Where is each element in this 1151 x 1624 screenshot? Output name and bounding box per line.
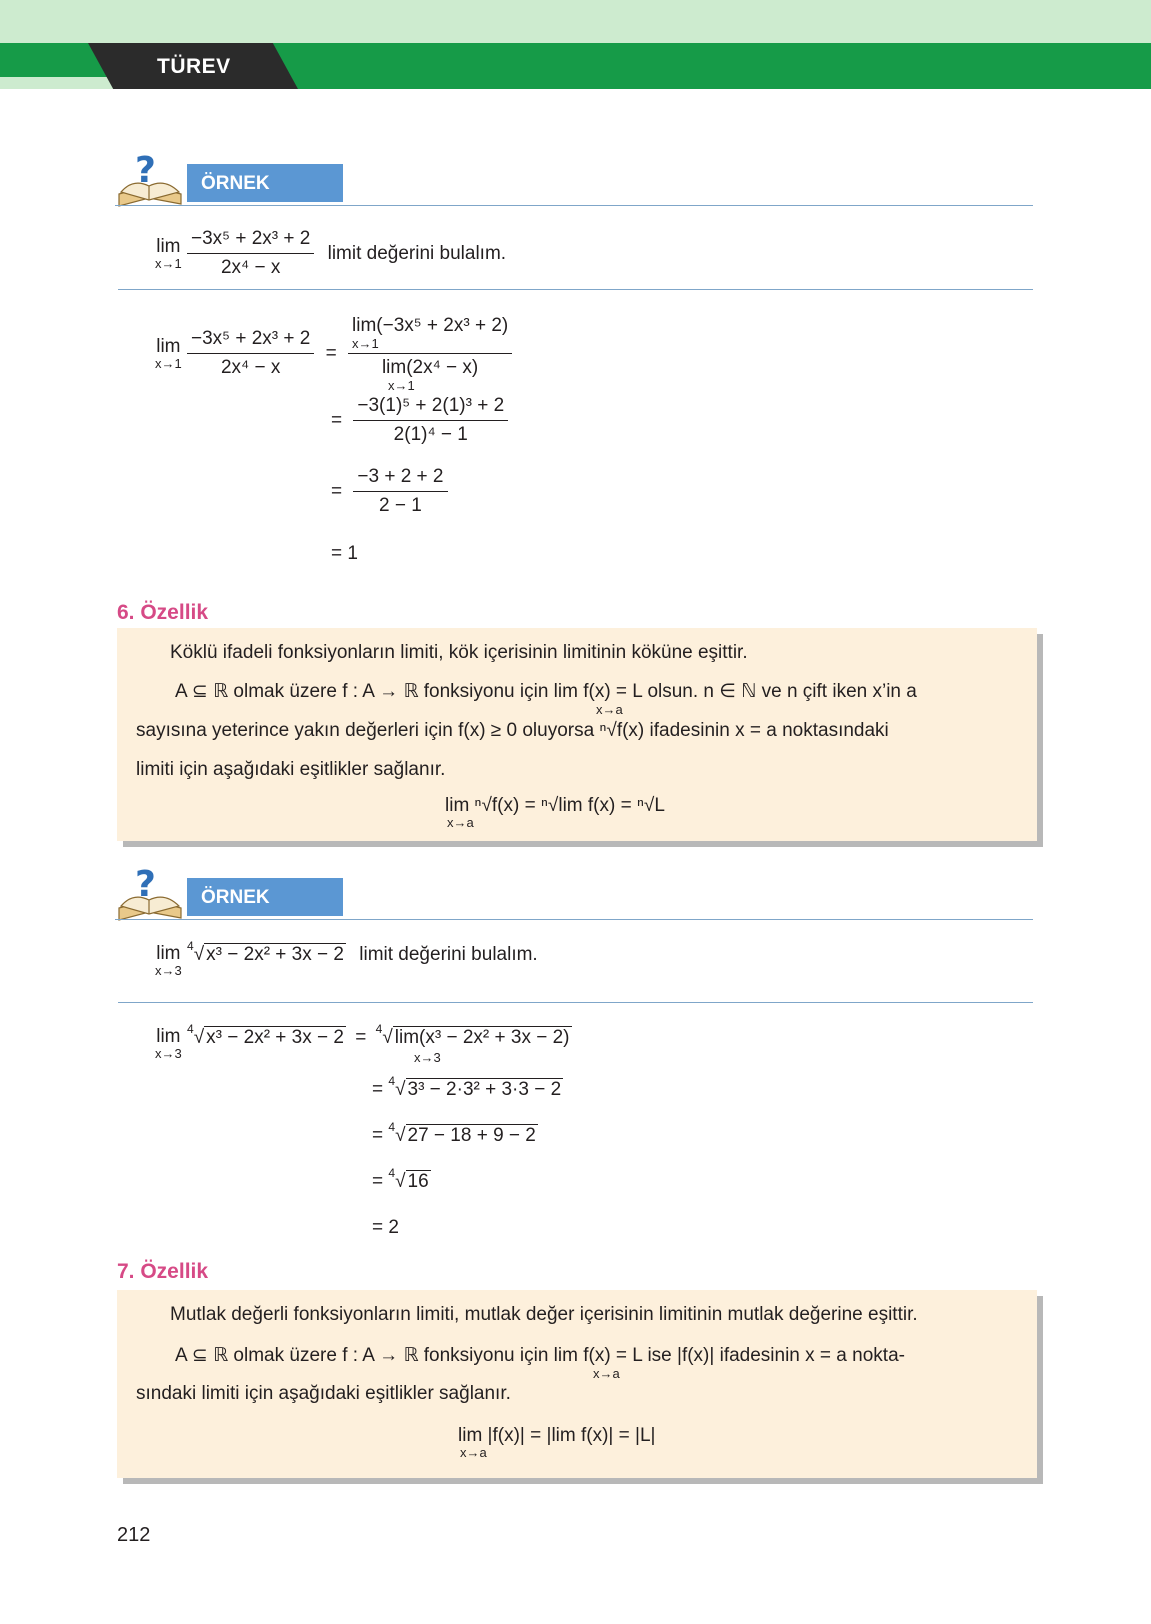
property-statement: Köklü ifadeli fonksiyonların limiti, kök içerisinin limitinin köküne eşittir. xyxy=(170,642,748,663)
radical: $^4$√ 3³ − 2·3² + 3·3 − 2 xyxy=(388,1074,562,1100)
limit-subscript: x→a xyxy=(596,702,623,717)
example-banner xyxy=(115,150,1035,210)
property-condition: A ⊆ ℝ olmak üzere f : A → ℝ fonksiyonu için lim f(x) = L olsun. n ∈ ℕ ve n çift iken x’in a xyxy=(175,681,917,702)
formula-subscript: x→a xyxy=(460,1445,487,1460)
svg-text:?: ? xyxy=(135,150,156,191)
solution-step-1: lim x→1 $\frac{\text{−3x⁵ + 2x³ + 2}}{\text{2x⁴ − x}}$ = lim(−3x⁵ + 2x³ + 2) x→1 lim(2x⁴ − x) x→1 xyxy=(155,315,512,392)
property-statement: Mutlak değerli fonksiyonların limiti, mutlak değer içerisinin limitinin mutlak değerine eşittir. xyxy=(170,1304,918,1325)
property-title: 6. Özellik xyxy=(117,601,209,624)
divider xyxy=(115,205,1033,206)
limit-subscript: x→3 xyxy=(414,1050,441,1065)
problem-fraction: $\frac{\text{−3x⁵ + 2x³ + 2}}{\text{2x⁴ − x}}$ xyxy=(187,228,314,279)
limit-subscript: x→a xyxy=(593,1366,620,1381)
property-box xyxy=(117,628,1037,841)
svg-text:?: ? xyxy=(135,864,156,905)
problem-text: limit değerini bulalım. xyxy=(327,242,507,264)
limit-operator: lim x→1 xyxy=(155,236,182,271)
limit-operator: lim x→1 xyxy=(155,336,182,371)
property-formula: lim ⁿ√f(x) = ⁿ√lim f(x) = ⁿ√L xyxy=(445,795,665,816)
formula-subscript: x→a xyxy=(447,815,474,830)
section-title: TÜREV xyxy=(157,55,231,78)
limit-quotient: lim(−3x⁵ + 2x³ + 2) x→1 lim(2x⁴ − x) x→1 xyxy=(348,315,512,392)
example-label: ÖRNEK xyxy=(187,878,343,916)
divider xyxy=(115,919,1033,920)
example-banner xyxy=(115,864,1035,924)
property-title: 7. Özellik xyxy=(117,1260,209,1283)
fraction: $\frac{\text{−3(1)⁵ + 2(1)³ + 2}}{\text{2(1)⁴ − 1}}$ xyxy=(353,395,508,446)
fraction: $\frac{\text{−3x⁵ + 2x³ + 2}}{\text{2x⁴ − x}}$ xyxy=(187,328,314,379)
property-condition-cont: sındaki limiti için aşağıdaki eşitlikler sağlanır. xyxy=(136,1383,511,1404)
book-question-icon xyxy=(115,150,185,210)
example2-problem xyxy=(155,939,538,978)
property-condition: A ⊆ ℝ olmak üzere f : A → ℝ fonksiyonu için lim f(x) = L ise |f(x)| ifadesinin x = a nokta- xyxy=(175,1345,905,1366)
solution-step-2: = $^4$√ 3³ − 2·3² + 3·3 − 2 xyxy=(372,1074,562,1100)
radical: $^4$√ 27 − 18 + 9 − 2 xyxy=(388,1120,536,1146)
solution-result: = 2 xyxy=(372,1217,399,1238)
solution-step-3: = $^4$√ 27 − 18 + 9 − 2 xyxy=(372,1120,536,1146)
solution-step-3: = $\frac{-3 + 2 + 2}{2 - 1}$ xyxy=(331,466,448,517)
radical: $^4$√ lim(x³ − 2x² + 3x − 2) xyxy=(375,1022,570,1048)
property-box xyxy=(117,1290,1037,1478)
solution-result: = 1 xyxy=(331,543,358,564)
divider xyxy=(118,289,1033,290)
problem-text: limit değerini bulalım. xyxy=(359,944,538,965)
property-condition-end: limiti için aşağıdaki eşitlikler sağlanır. xyxy=(136,759,446,780)
radical: $^4$√ 16 xyxy=(388,1166,429,1192)
page-number: 212 xyxy=(117,1524,151,1546)
book-question-icon xyxy=(115,864,185,924)
divider xyxy=(118,1002,1033,1003)
solution-step-2: = $\frac{\text{−3(1)⁵ + 2(1)³ + 2}}{\text{2(1)⁴ − 1}}$ xyxy=(331,395,508,446)
property-condition-cont: sayısına yeterince yakın değerleri için f(x) ≥ 0 oluyorsa ⁿ√f(x) ifadesinin x = a noktasındaki xyxy=(136,720,889,741)
radical: $^4$√ x³ − 2x² + 3x − 2 xyxy=(187,1022,344,1048)
fraction: $\frac{-3 + 2 + 2}{2 - 1}$ xyxy=(353,466,447,517)
solution-step-1: lim x→3 $^4$√ x³ − 2x² + 3x − 2 = $^4$√ lim(x³ − 2x² + 3x − 2) xyxy=(155,1022,570,1061)
limit-operator: lim x→3 xyxy=(155,943,182,978)
example1-problem xyxy=(155,228,506,279)
example-label: ÖRNEK xyxy=(187,164,343,202)
property-formula: lim |f(x)| = |lim f(x)| = |L| xyxy=(458,1425,656,1446)
limit-operator: lim x→3 xyxy=(155,1026,182,1061)
solution-step-4: = $^4$√ 16 xyxy=(372,1166,429,1192)
radical: $^4$√ x³ − 2x² + 3x − 2 xyxy=(187,939,344,965)
